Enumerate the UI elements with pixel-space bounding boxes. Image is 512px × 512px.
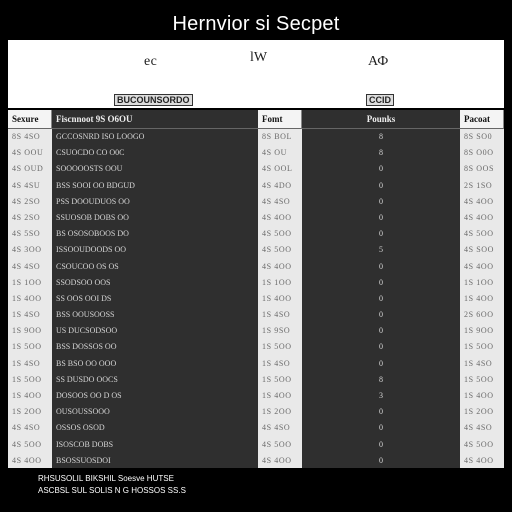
table-cell-c4: 0 — [379, 277, 383, 287]
table-cell-c3: 8S BOL — [262, 132, 293, 141]
table-cell-c3: 1S 4SO — [262, 310, 291, 320]
table-cell-c5: 1S 5OO — [464, 342, 494, 352]
table-cell-c2: SSODSOO OOS — [56, 277, 111, 287]
table-cell-c1: 1S 5OO — [12, 374, 42, 384]
table-cell-c3: 1S 1OO — [262, 277, 292, 287]
table-cell-c1: 8S 4SO — [12, 132, 41, 141]
table-cell-c5: 1S 1OO — [464, 277, 494, 287]
table-cell-c1: 1S 4OO — [12, 391, 42, 400]
column-header-4[interactable]: Pounks — [302, 110, 460, 129]
table-cell-c1: 4S 4SO — [12, 261, 41, 271]
table-cell-c4: 0 — [379, 342, 383, 352]
table-cell-c5: 1S 4OO — [464, 293, 494, 303]
table-cell-c2: BS BSO OO OOO — [56, 358, 117, 368]
table-cell-c5: 1S 9OO — [464, 326, 494, 336]
table-cell-c5: 4S 4OO — [464, 196, 494, 206]
table-cell-c5: 8S O0O — [464, 148, 494, 158]
table-cell-c1: 4S 2SO — [12, 212, 41, 222]
table-cell-c2: BSS OOUSOOSS — [56, 310, 115, 320]
table-cell-c5: 2S 6OO — [464, 310, 494, 320]
table-cell-c3: 4S 5OO — [262, 245, 292, 255]
table-cell-c5: 4S 4OO — [464, 455, 494, 465]
table-cell-c1: 1S 1OO — [12, 277, 42, 287]
table-cell-c5: 2S 1SO — [464, 180, 493, 190]
table-cell-c1: 1S 2OO — [12, 407, 42, 417]
table-cell-c3: 4S OOL — [262, 164, 293, 174]
table-cell-c1: 4S 4SO — [12, 423, 41, 433]
table-cell-c3: 4S 4SO — [262, 196, 291, 206]
table-cell-c3: 1S 9SO — [262, 326, 291, 336]
table-cell-c3: 4S 5OO — [262, 229, 292, 239]
column-5 — [460, 110, 504, 468]
table-cell-c4: 0 — [379, 164, 383, 174]
table-cell-c4: 8 — [379, 148, 383, 158]
table-cell-c5: 8S SO0 — [464, 132, 493, 141]
table-cell-c1: 4S 4OO — [12, 455, 42, 465]
table-cell-c3: 4S 5OO — [262, 439, 292, 449]
table-cell-c1: 1S 4SO — [12, 310, 41, 320]
table-cell-c1: 1S 4OO — [12, 293, 42, 303]
summary-right-value: АФ — [368, 54, 389, 69]
table-cell-c5: 4S 5OO — [464, 439, 494, 449]
table-cell-c2: PSS DOOUDUOS OO — [56, 196, 130, 206]
table-cell-c5: 4S 4OO — [464, 212, 494, 222]
table-cell-c3: 1S 5OO — [262, 374, 292, 384]
footer-notes — [0, 470, 512, 512]
table-cell-c1: 4S OUD — [12, 164, 44, 174]
table-cell-c4: 0 — [379, 407, 383, 417]
table-cell-c4: 8 — [379, 374, 383, 384]
window-title: Hernvior si Secpet — [0, 0, 512, 40]
table-cell-c4: 3 — [379, 391, 383, 400]
table-cell-c5: 4S SOO — [464, 245, 495, 255]
table-cell-c4: 0 — [379, 229, 383, 239]
summary-panel — [8, 40, 504, 108]
footer-line-2: ASCBSL SUL SOLIS N G HOSSOS SS.S — [38, 486, 186, 495]
table-cell-c5: 8S OOS — [464, 164, 495, 174]
table-cell-c3: 4S 4DO — [262, 180, 292, 190]
column-3 — [258, 110, 302, 468]
table-cell-c4: 0 — [379, 423, 383, 433]
summary-mid-value: lW — [250, 50, 268, 65]
table-cell-c3: 4S 4OO — [262, 212, 292, 222]
table-cell-c3: 1S 4OO — [262, 293, 292, 303]
table-cell-c2: ISSOOUDOODS OO — [56, 245, 127, 255]
column-1 — [8, 110, 52, 468]
table-cell-c3: 1S 4OO — [262, 391, 292, 400]
column-header-2[interactable]: Fiscnnoot 9S O6OU — [52, 110, 258, 129]
table-cell-c1: 4S 4SU — [12, 180, 41, 190]
table-cell-c2: BSS DOSSOS OO — [56, 342, 117, 352]
table-cell-c5: 4S 4SO — [464, 423, 493, 433]
table-cell-c2: ISOSCOB DOBS — [56, 439, 114, 449]
table-cell-c1: 1S 9OO — [12, 326, 42, 336]
table-cell-c2: US DUCSODSOO — [56, 326, 118, 336]
table-cell-c1: 4S 5SO — [12, 229, 41, 239]
table-cell-c2: BSS SOOI OO BDGUD — [56, 180, 135, 190]
table-cell-c3: 4S 4OO — [262, 455, 292, 465]
table-cell-c1: 1S 4SO — [12, 358, 41, 368]
table-cell-c5: 4S 5OO — [464, 229, 494, 239]
table-cell-c5: 1S 5OO — [464, 374, 494, 384]
data-table — [8, 110, 504, 468]
column-4 — [302, 110, 460, 468]
table-cell-c5: 1S 2OO — [464, 407, 494, 417]
summary-left-value: ес — [144, 54, 157, 69]
table-cell-c2: OUSOUSSOOO — [56, 407, 110, 417]
table-cell-c4: 0 — [379, 439, 383, 449]
table-cell-c3: 4S 4OO — [262, 261, 292, 271]
table-cell-c2: SOOOOOSTS OOU — [56, 164, 123, 174]
table-cell-c2: SS DUSDO OOCS — [56, 374, 118, 384]
table-cell-c4: 8 — [379, 132, 383, 141]
table-cell-c4: 0 — [379, 212, 383, 222]
table-cell-c2: OSSOS OSOD — [56, 423, 105, 433]
footer-line-1: RHSUSOLIL BIKSHIL Soesve HUTSE — [38, 474, 174, 483]
table-cell-c2: GCCOSNRD ISO LOOGO — [56, 132, 145, 141]
table-cell-c1: 4S 5OO — [12, 439, 42, 449]
table-cell-c1: 4S 3OO — [12, 245, 42, 255]
table-cell-c3: 1S 2OO — [262, 407, 292, 417]
table-cell-c1: 4S OOU — [12, 148, 44, 158]
table-cell-c4: 0 — [379, 293, 383, 303]
table-cell-c2: CSUOCDO CO O0C — [56, 148, 125, 158]
table-cell-c2: BSOSSUOSDOI — [56, 455, 111, 465]
table-cell-c2: SS OOS OOI DS — [56, 293, 112, 303]
table-cell-c4: 5 — [379, 245, 383, 255]
table-cell-c3: 1S 5OO — [262, 342, 292, 352]
table-cell-c4: 0 — [379, 180, 383, 190]
table-cell-c1: 1S 5OO — [12, 342, 42, 352]
table-cell-c3: 4S 4SO — [262, 423, 291, 433]
column-header-5[interactable]: Pacoat — [460, 110, 504, 129]
table-cell-c2: BS OSOSOBOOS DO — [56, 229, 129, 239]
column-header-3[interactable]: Fomt — [258, 110, 302, 129]
summary-right-badge[interactable]: CCID — [366, 94, 394, 106]
table-cell-c3: 1S 4SO — [262, 358, 291, 368]
table-cell-c5: 4S 4OO — [464, 261, 494, 271]
column-header-1[interactable]: Sexurе — [8, 110, 52, 129]
table-cell-c4: 0 — [379, 358, 383, 368]
column-2 — [52, 110, 258, 468]
table-cell-c3: 4S OU — [262, 148, 288, 158]
table-cell-c4: 0 — [379, 261, 383, 271]
table-cell-c4: 0 — [379, 310, 383, 320]
table-cell-c4: 0 — [379, 196, 383, 206]
table-cell-c5: 1S 4SO — [464, 358, 493, 368]
table-cell-c5: 1S 4OO — [464, 391, 494, 400]
table-cell-c4: 0 — [379, 326, 383, 336]
table-cell-c2: CSOUCOO OS OS — [56, 261, 119, 271]
summary-left-badge[interactable]: BUCOUNSORDO — [114, 94, 193, 106]
table-cell-c1: 4S 2SO — [12, 196, 41, 206]
table-cell-c4: 0 — [379, 455, 383, 465]
table-cell-c2: SSUOSOB DOBS OO — [56, 212, 129, 222]
table-cell-c2: DOSOOS OO D OS — [56, 391, 122, 400]
